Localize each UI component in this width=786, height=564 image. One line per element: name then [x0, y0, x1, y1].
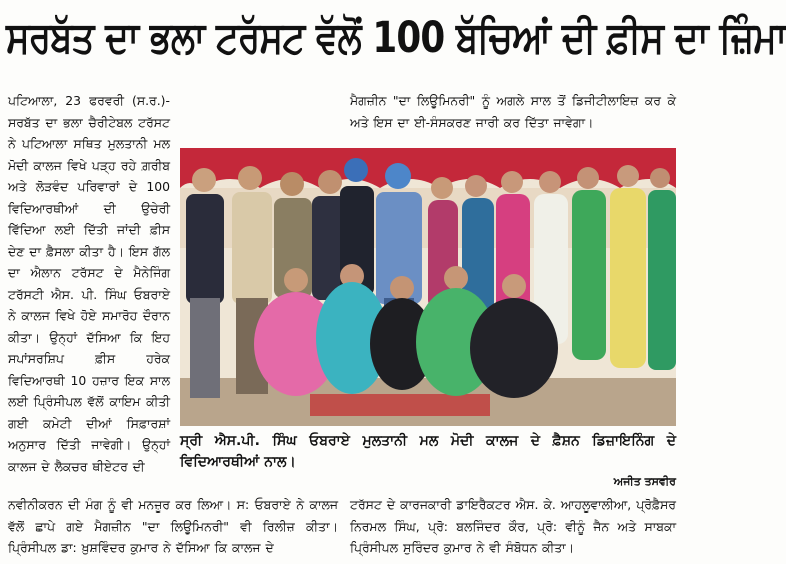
photo-illustration — [180, 148, 676, 426]
headline: ਸਰਬੱਤ ਦਾ ਭਲਾ ਟਰੱਸਟ ਵੱਲੋਂ 100 ਬੱਚਿਆਂ ਦੀ ਫ਼ੀਸ ਦਾ ਜ਼ਿੰਮਾ — [6, 13, 786, 63]
photo-credit: ਅਜੀਤ ਤਸਵੀਰ — [613, 475, 676, 488]
article-body-bottom-left: ਨਵੀਨੀਕਰਨ ਦੀ ਮੰਗ ਨੂੰ ਵੀ ਮਨਜ਼ੂਰ ਕਰ ਲਿਆ। ਸ: ਓਬਰਾਏ ਨੇ ਕਾਲਜ ਵੱਲੋਂ ਛਾਪੇ ਗਏ ਮੈਗਜ਼ੀਨ "ਦਾ ਲਿਊਮਿਨਰੀ" ਵੀ ਰਿਲੀਜ਼ ਕੀਤਾ। ਪ੍ਰਿੰਸੀਪਲ ਡਾ: ਖ਼ੁਸ਼ਵਿੰਦਰ ਕੁਮਾਰ ਨੇ ਦੱਸਿਆ ਕਿ ਕਾਲਜ ਦੇ — [8, 497, 338, 555]
article-body-bottom-right: ਟਰੱਸਟ ਦੇ ਕਾਰਜਕਾਰੀ ਡਾਇਰੈਕਟਰ ਐਸ. ਕੇ. ਆਹਲੂਵਾਲੀਆ, ਪ੍ਰੋਫ਼ੈਸਰ ਨਿਰਮਲ ਸਿੰਘ, ਪ੍ਰੋ: ਬਲਜਿੰਦਰ ਕੌਰ, ਪ੍ਰੋ: ਵੀਨੂੰ ਜੈਨ ਅਤੇ ਸਾਬਕਾ ਪ੍ਰਿੰਸੀਪਲ ਸੁਰਿੰਦਰ ਕੁਮਾਰ ਨੇ ਵੀ ਸੰਬੋਧਨ ਕੀਤਾ। — [350, 497, 676, 555]
news-photo — [180, 148, 676, 426]
photo-caption: ਸ੍ਰੀ ਐਸ.ਪੀ. ਸਿੰਘ ਓਬਰਾਏ ਮੁਲਤਾਨੀ ਮਲ ਮੋਦੀ ਕਾਲਜ ਦੇ ਫ਼ੈਸ਼ਨ ਡਿਜ਼ਾਇਨਿੰਗ ਦੇ ਵਿਦਿਆਰਥੀਆਂ ਨਾਲ। — [180, 433, 676, 470]
article-body-right-top: ਮੈਗਜ਼ੀਨ "ਦਾ ਲਿਊਮਿਨਰੀ" ਨੂੰ ਅਗਲੇ ਸਾਲ ਤੋਂ ਡਿਜੀਟੀਲਾਇਜ਼ ਕਰ ਕੇ ਅਤੇ ਇਸ ਦਾ ਈ-ਸੰਸਕਰਣ ਜਾਰੀ ਕਰ ਦਿੱਤਾ ਜਾਵੇਗਾ। — [350, 93, 676, 130]
article-body-left-column: ਪਟਿਆਲਾ, 23 ਫਰਵਰੀ (ਸ.ਰ.)-ਸਰਬੱਤ ਦਾ ਭਲਾ ਚੈਰੀਟੇਬਲ ਟਰੱਸਟ ਨੇ ਪਟਿਆਲਾ ਸਥਿਤ ਮੁਲਤਾਨੀ ਮਲ ਮੋਦੀ ਕਾਲਜ ਵਿਖੇ ਪੜ੍ਹ ਰਹੇ ਗ਼ਰੀਬ ਅਤੇ ਲੋੜਵੰਦ ਪਰਿਵਾਰਾਂ ਦੇ 100 ਵਿਦਿਆਰਥੀਆਂ ਦੀ ਉਚੇਰੀ ਵਿੱਦਿਆ ਲਈ ਦਿੱਤੀ ਜਾਂਦੀ ਫ਼ੀਸ ਦੇਣ ਦਾ ਫ਼ੈਸਲਾ ਕੀਤਾ ਹੈ। ਇਸ ਗੱਲ ਦਾ ਐਲਾਨ ਟਰੱਸਟ ਦੇ ਮੈਨੇਜਿੰਗ ਟਰੱਸਟੀ ਐਸ. ਪੀ. ਸਿੰਘ ਓਬਰਾਏ ਨੇ ਕਾਲਜ ਵਿਖੇ ਹੋਏ ਸਮਾਰੋਹ ਦੌਰਾਨ ਕੀਤਾ। ਉਨ੍ਹਾਂ ਦੱਸਿਆ ਕਿ ਇਹ ਸਪਾਂਸਰਸ਼ਿਪ ਫ਼ੀਸ ਹਰੇਕ ਵਿਦਿਆਰਥੀ 10 ਹਜ਼ਾਰ ਇਕ ਸਾਲ ਲਈ ਪ੍ਰਿੰਸੀਪਲ ਵੱਲੋਂ ਕਾਇਮ ਕੀਤੀ ਗਈ ਕਮੇਟੀ ਦੀਆਂ ਸਿਫ਼ਾਰਸ਼ਾਂ ਅਨੁਸਾਰ ਦਿੱਤੀ ਜਾਵੇਗੀ। ਉਨ੍ਹਾਂ ਕਾਲਜ ਦੇ ਲੈਕਚਰ ਥੀਏਟਰ ਦੀ — [8, 93, 170, 474]
